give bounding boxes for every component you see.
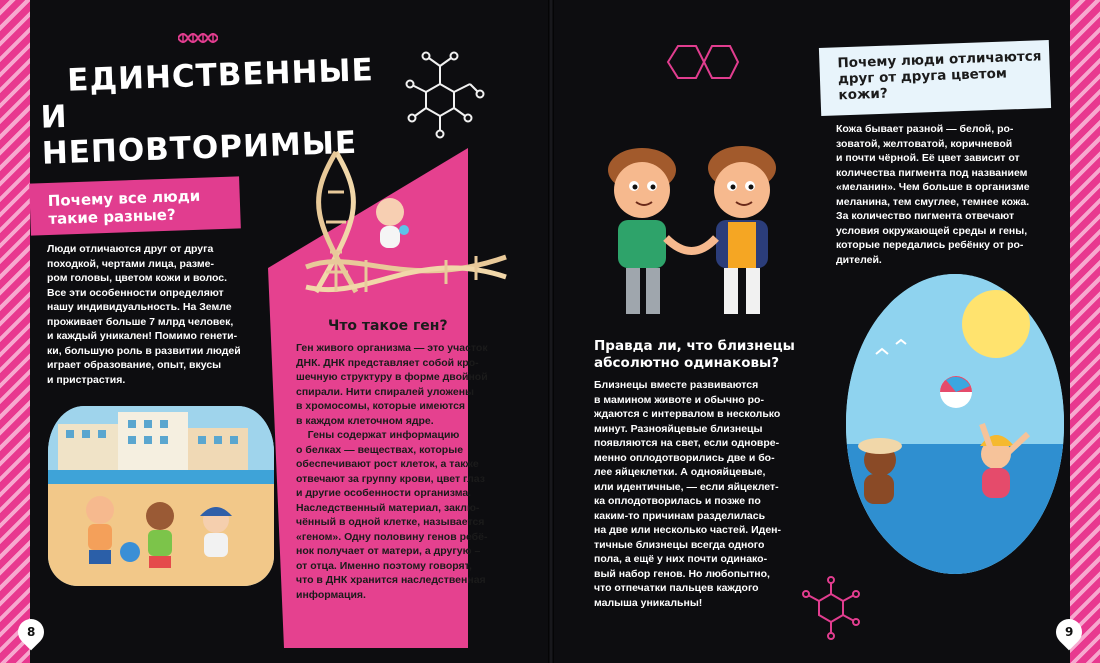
text-line: нашу индивидуальность. На Земле [47, 301, 232, 313]
text-line: Наследственный материал, заклю- [296, 501, 480, 514]
text-line: минут. Разнояйцевые близнецы [594, 422, 763, 435]
section-heading-skin-color [819, 40, 1051, 116]
text-line: что в ДНК хранится наследственная [296, 574, 486, 586]
text-line: Кожа бывает разной — белой, ро- [836, 123, 1014, 135]
text-line: проживает больше 7 млрд человек, [47, 315, 234, 328]
text-line: Люди отличаются друг от друга [47, 243, 214, 255]
section1-text [47, 242, 262, 387]
beach-illustration [48, 406, 274, 586]
text-line: информация. [296, 588, 366, 601]
page-gutter [548, 0, 554, 663]
dna-helix-illustration [296, 142, 516, 312]
text-line: или идентичные, — если яйцеклет- [594, 480, 779, 493]
heading-line: кожи? [838, 85, 888, 104]
text-line: и другие особенности организма. [296, 487, 472, 499]
text-line: в хромосомы, которые имеются [296, 400, 466, 412]
right-edge-stripe [1070, 0, 1100, 663]
text-line: За количество пигмента отвечают [836, 210, 1015, 222]
text-line: играет образование, опыт, вкусы [47, 359, 222, 371]
text-line: «геном». Одну половину генов ребё- [296, 530, 488, 543]
text-line: походкой, чертами лица, разме- [47, 257, 214, 270]
text-line: Ген живого организма — это участок [296, 342, 488, 354]
twins-illustration [596, 138, 786, 328]
text-line: «меланин». Чем больше в организме [836, 181, 1030, 193]
left-edge-stripe [0, 0, 30, 663]
text-line: зоватой, желтоватой, коричневой [836, 137, 1013, 150]
text-line: ждаются с интервалом в несколько [594, 408, 781, 420]
text-line: от отца. Именно поэтому говорят, [296, 559, 472, 572]
heading-line: Почему люди отличаются [837, 48, 1042, 72]
text-line: на две или несколько частей. Иден- [594, 524, 781, 536]
text-line: ка оплодотворилась и позже по [594, 495, 761, 507]
text-line: дителей. [836, 253, 882, 266]
text-line: тичные близнецы всегда одного [594, 538, 765, 551]
text-line: пола, а ещё у них почти одинако- [594, 553, 768, 565]
text-line: ром головы, цветом кожи и волос. [47, 272, 228, 284]
title-line-2: И НЕПОВТОРИМЫЕ [39, 98, 358, 172]
dna-icon [178, 30, 218, 46]
text-line: вый набор генов. Но любопытно, [594, 567, 770, 580]
section2-text [296, 341, 508, 602]
molecule-icon [796, 572, 866, 642]
text-line: которые передались ребёнку от ро- [836, 239, 1024, 251]
text-line: и пристрастия. [47, 373, 126, 386]
text-line: появляются на свет, если одновре- [594, 437, 780, 449]
text-line: малыша уникальны! [594, 596, 703, 609]
twins-heading [594, 338, 804, 372]
text-line: в мамином животе и обычно ро- [594, 393, 764, 406]
heading-line: такие разные? [48, 205, 176, 229]
text-line: каким-то причинам разделилась [594, 509, 766, 522]
text-line: менно оплодотворились две и бо- [594, 451, 775, 464]
page-number-text: 9 [1064, 625, 1074, 640]
text-line: в каждом клеточном ядре. [296, 414, 434, 427]
text-line: меланина, тем смуглее, темнее кожа. [836, 195, 1030, 208]
page-number-text: 8 [26, 625, 36, 640]
heading-line: Почему все люди [47, 186, 201, 211]
text-line: что отпечатки пальцев каждого [594, 582, 759, 594]
text-line: спирали. Нити спиралей уложены [296, 385, 474, 398]
hexagon-molecule-icon [664, 40, 740, 84]
section4-text [836, 122, 1061, 267]
heading-line: друг от друга цветом [837, 65, 1008, 88]
text-line: условия окружающей среды и гены, [836, 224, 1028, 237]
section-heading-why-different [29, 176, 241, 235]
text-line: о белках — веществах, которые [296, 443, 464, 456]
text-line: Близнецы вместе развиваются [594, 379, 759, 391]
heading-line: Правда ли, что близнецы [594, 338, 795, 354]
gene-heading: Что такое ген? [328, 318, 448, 334]
text-line: шечную структуру в форме двойной [296, 371, 488, 383]
text-line: ки, большую роль в развитии людей [47, 344, 241, 357]
text-line: и каждый уникален! Помимо генети- [47, 330, 238, 342]
text-line: отвечают за группу крови, цвет глаз [296, 472, 485, 485]
text-line: количества пигмента под названием [836, 166, 1028, 179]
molecule-icon [392, 46, 488, 142]
title-line-1: ЕДИНСТВЕННЫЕ [66, 52, 375, 99]
text-line: Все эти особенности определяют [47, 286, 224, 299]
text-line: лее яйцеклетки. А однояйцевые, [594, 466, 766, 478]
text-line: нок получает от матери, а другую – [296, 545, 481, 557]
text-line: обеспечивают рост клеток, а также [296, 458, 479, 470]
pool-illustration [846, 274, 1064, 574]
page-title [39, 52, 375, 172]
text-line: чённый в одной клетке, называется [296, 516, 485, 528]
text-line: и почти чёрной. Её цвет зависит от [836, 152, 1020, 164]
text-line: Гены содержат информацию [296, 429, 460, 441]
section3-text [594, 378, 806, 610]
text-line: ДНК. ДНК представляет собой кро- [296, 356, 479, 369]
heading-line: абсолютно одинаковы? [594, 355, 780, 371]
